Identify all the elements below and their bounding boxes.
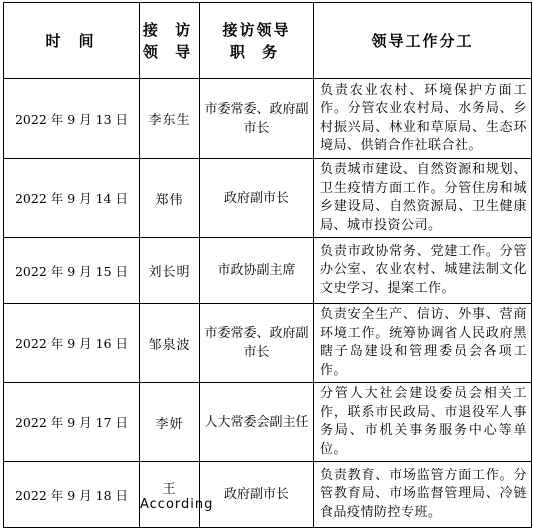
header-time: 时间 xyxy=(4,3,140,79)
row-date: 2022 年 9 月 13 日 xyxy=(4,79,140,159)
row-leader: 刘长明 xyxy=(140,238,200,304)
table-row xyxy=(4,304,532,383)
row-leader: 李东生 xyxy=(140,79,200,159)
table-row xyxy=(4,238,532,304)
row-date: 2022 年 9 月 14 日 xyxy=(4,159,140,238)
table-row xyxy=(4,79,532,159)
row-date: 2022 年 9 月 15 日 xyxy=(4,238,140,304)
row-post: 人大常委会副主任 xyxy=(200,383,314,462)
row-duties: 负责安全生产、信访、外事、营商环境工作。统筹协调省人民政府黑瞎子岛建设和管理委员会各项工作。 xyxy=(314,304,532,383)
table-row xyxy=(4,159,532,238)
row-date: 2022 年 9 月 16 日 xyxy=(4,304,140,383)
row-duties: 负责城市建设、自然资源和规划、卫生疫情方面工作。分管住房和城乡建设局、自然资源局、卫生健康局、城市投资公司。 xyxy=(314,159,532,238)
row-leader: 李妍 xyxy=(140,383,200,462)
table-row xyxy=(4,462,532,528)
header-row xyxy=(4,3,532,79)
header-duties: 领导工作分工 xyxy=(314,3,532,79)
row-duties: 分管人大社会建设委员会相关工作，联系市民政局、市退役军人事务局、市机关事务服务中心等单位。 xyxy=(314,383,532,462)
row-post: 政府副市长 xyxy=(200,159,314,238)
row-leader: 郑伟 xyxy=(140,159,200,238)
row-duties: 负责农业农村、环境保护方面工作。分管农业农村局、水务局、乡村振兴局、林业和草原局、生态环境局、供销合作社联合社。 xyxy=(314,79,532,159)
header-leader-line1: 接 访 xyxy=(142,20,197,39)
row-duties: 负责教育、市场监管方面工作。分管教育局、市场监督管理局、冷链食品疫情防控专班。 xyxy=(314,462,532,528)
table-row xyxy=(4,383,532,462)
row-post: 市委常委、政府副市长 xyxy=(200,79,314,159)
row-leader: 邹泉波 xyxy=(140,304,200,383)
row-date: 2022 年 9 月 18 日 xyxy=(4,462,140,528)
row-leader: 王According xyxy=(140,462,200,528)
row-post: 市政协副主席 xyxy=(200,238,314,304)
header-post-line1: 接访领导 xyxy=(222,20,291,39)
reception-schedule-table xyxy=(3,2,532,528)
header-post xyxy=(200,3,314,79)
header-leader-line2: 领 导 xyxy=(142,42,197,61)
row-date: 2022 年 9 月 17 日 xyxy=(4,383,140,462)
row-post: 市委常委、政府副市长 xyxy=(200,304,314,383)
header-leader xyxy=(140,3,200,79)
header-post-line2: 职 务 xyxy=(229,42,284,61)
row-post: 政府副市长 xyxy=(200,462,314,528)
row-duties: 负责市政协常务、党建工作。分管办公室、农业农村、城建法制文化文史学习、提案工作。 xyxy=(314,238,532,304)
